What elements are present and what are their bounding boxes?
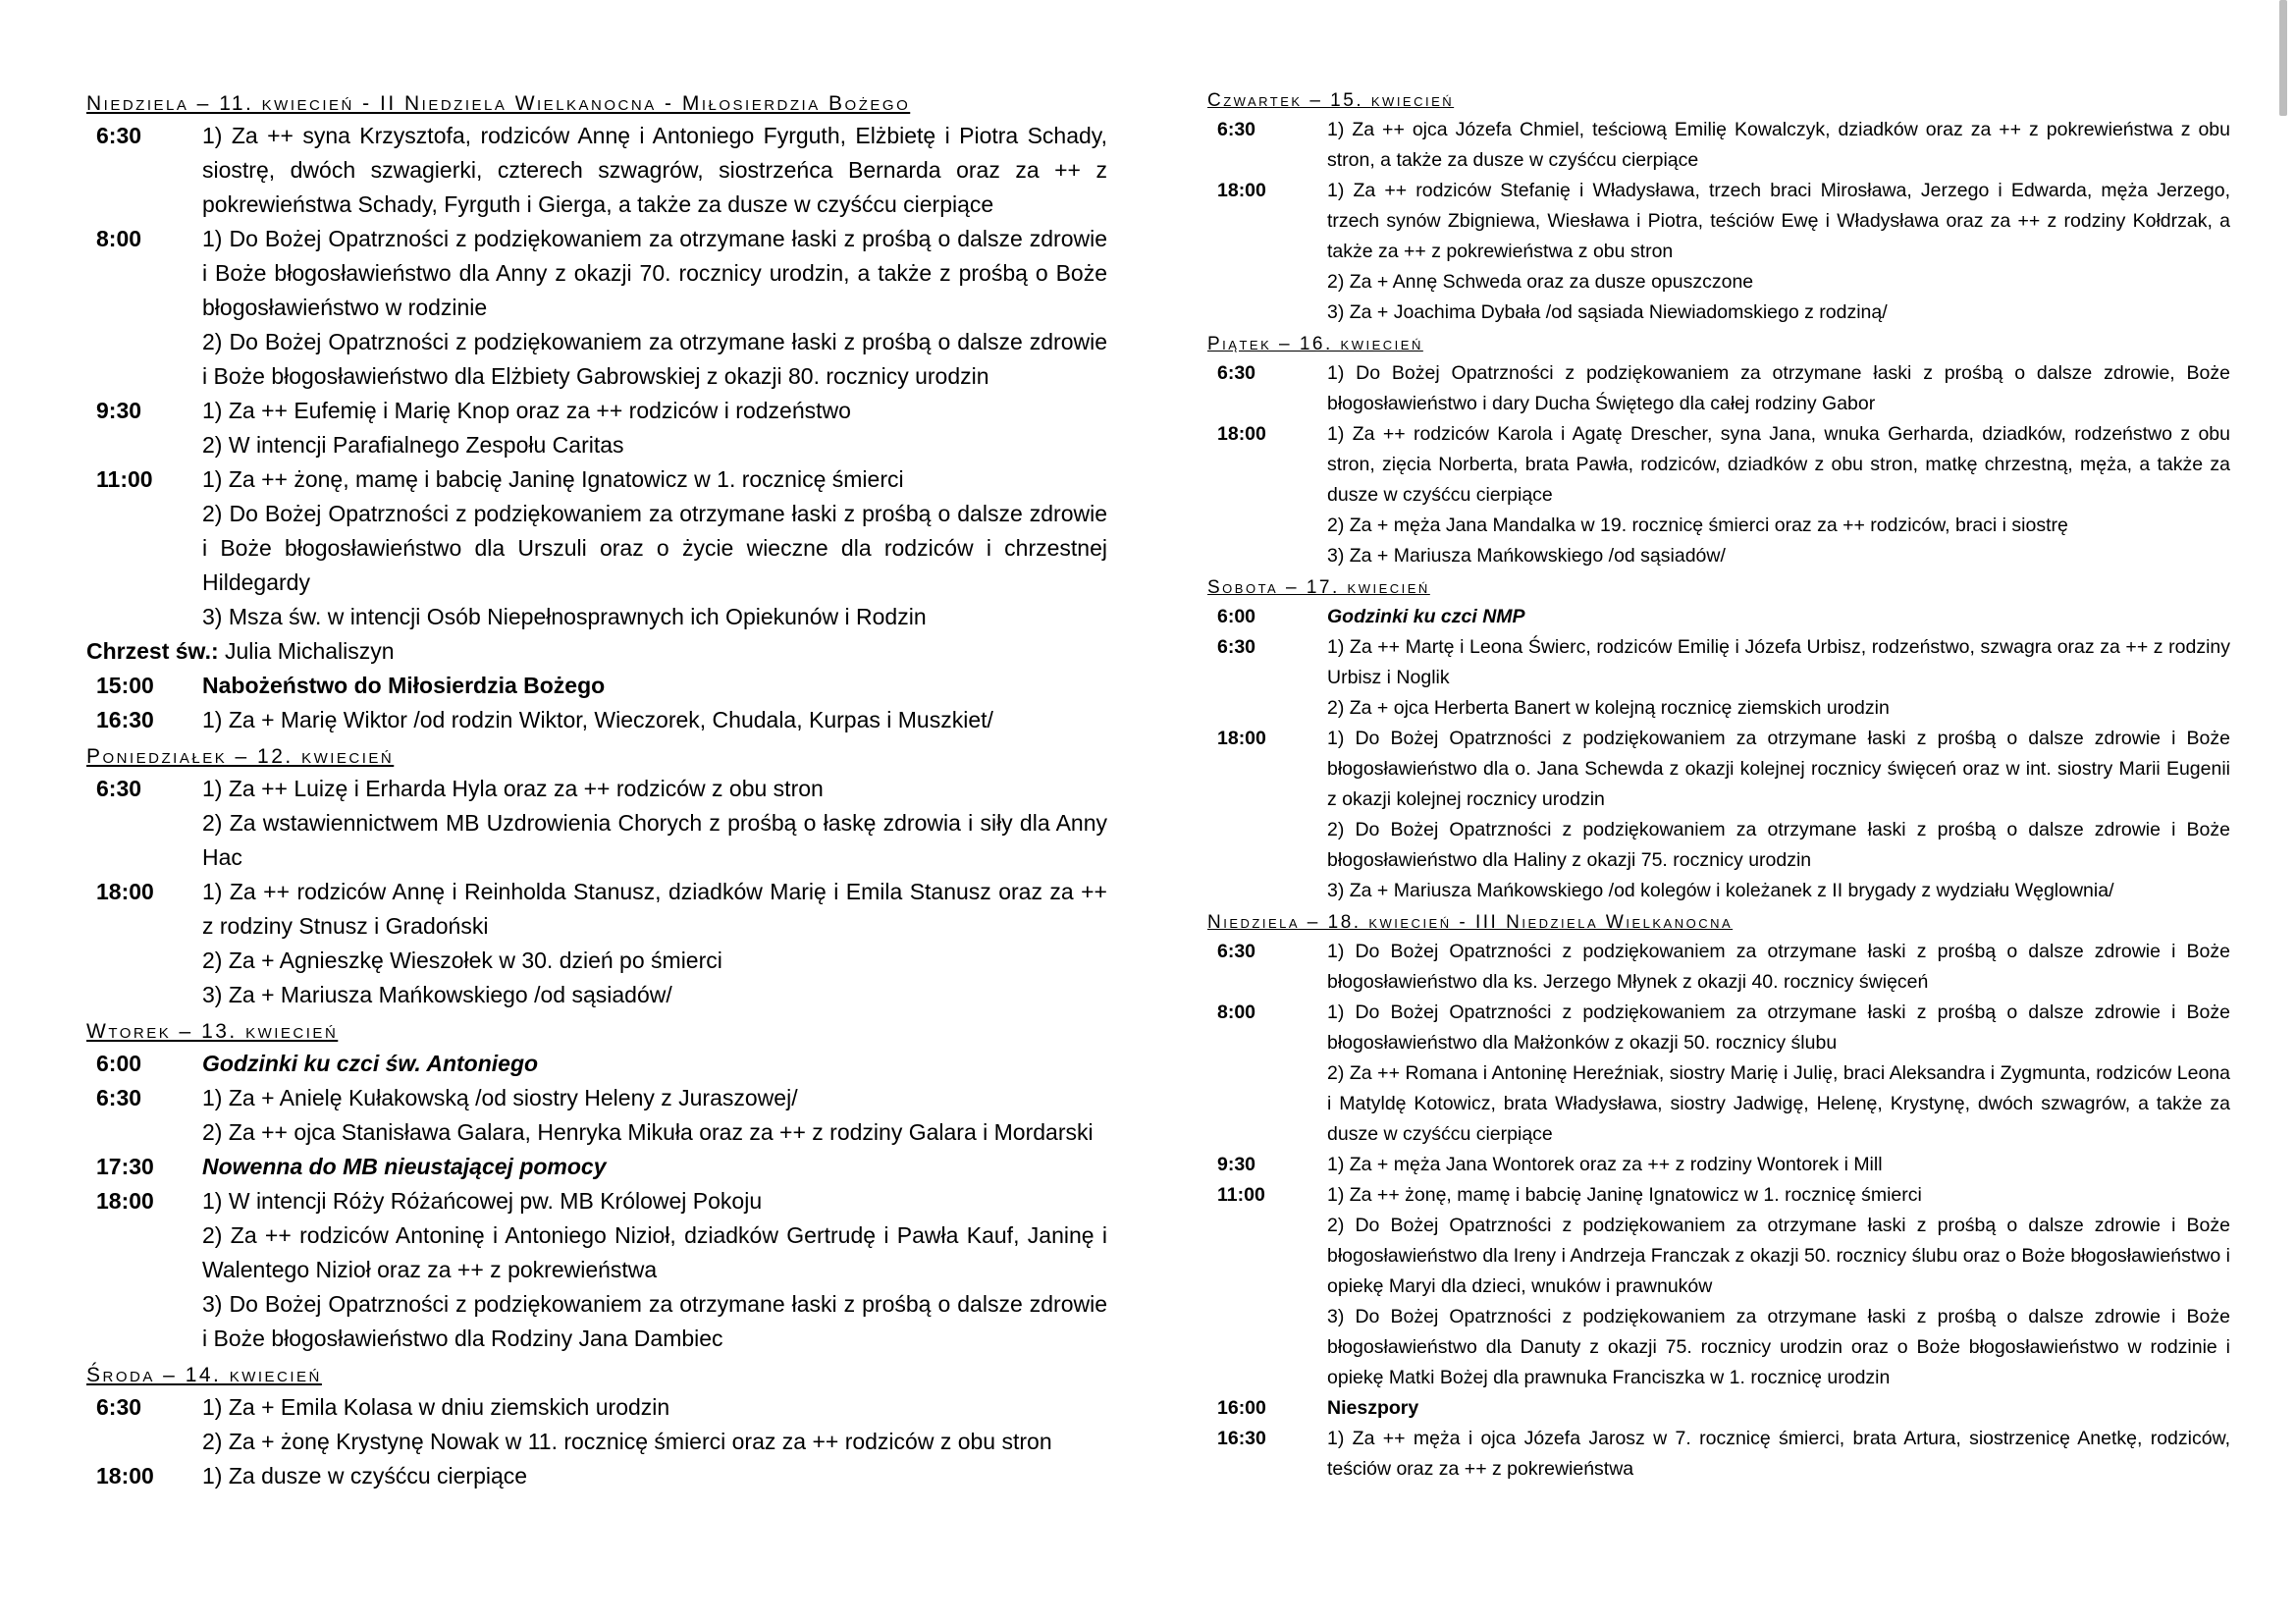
mass-row <box>86 1390 1107 1459</box>
intention-entry: 1) Za ++ ojca Józefa Chmiel, teściową Emilię Kowalczyk, dziadków oraz za ++ z pokrewieństwa z obu stron, a także za dusze w czyśćcu cierpiące <box>1327 119 2230 171</box>
intention-entry: 2) Za + Annę Schweda oraz za dusze opuszczone <box>1327 271 1754 293</box>
intention-entry: 2) Za + ojca Herberta Banert w kolejną rocznicę ziemskich urodzin <box>1327 697 1890 719</box>
mass-row <box>1207 1180 2230 1393</box>
intentions-list <box>202 669 1107 703</box>
intention-entry: 1) Do Bożej Opatrzności z podziękowaniem za otrzymane łaski z prośbą o dalsze zdrowie i Boże błogosławieństwo dla Anny z okazji 70. rocznicy urodzin, a także z prośbą o Boże błogosławieństwo w rodzinie <box>202 226 1107 320</box>
mass-time: 6:00 <box>1217 606 1256 627</box>
intention-entry: 1) Za + Emila Kolasa w dniu ziemskich urodzin <box>202 1394 670 1420</box>
intentions-list <box>1327 115 2230 176</box>
mass-row <box>1207 937 2230 998</box>
baptism-label: Chrzest św.: <box>86 638 219 664</box>
scrollbar-thumb[interactable] <box>2279 0 2287 116</box>
intention-entry: 1) Za ++ Martę i Leona Świerc, rodziców Emilię i Józefa Urbisz, rodzeństwo, szwagra oraz za ++ z rodziny Urbisz i Noglik <box>1327 636 2230 688</box>
intention-entry: 3) Do Bożej Opatrzności z podziękowaniem za otrzymane łaski z prośbą o dalsze zdrowie i Boże błogosławieństwo dla Rodziny Jana Dambiec <box>202 1291 1107 1351</box>
intentions-list <box>1327 419 2230 571</box>
mass-time: 9:30 <box>96 398 142 423</box>
intention-entry: 1) Za ++ rodziców Annę i Reinholda Stanusz, dziadków Marię i Emila Stanusz oraz za ++ z rodziny Stnusz i Gradoński <box>202 879 1107 939</box>
left-column <box>86 84 1107 1493</box>
intentions-list <box>202 119 1107 222</box>
mass-row <box>1207 1424 2230 1485</box>
mass-time: 11:00 <box>96 466 153 492</box>
intentions-list <box>1327 1393 2230 1424</box>
mass-row <box>86 462 1107 634</box>
intention-entry: 1) W intencji Róży Różańcowej pw. MB Królowej Pokoju <box>202 1188 763 1214</box>
intention-entry: 2) Do Bożej Opatrzności z podziękowaniem za otrzymane łaski z prośbą o dalsze zdrowie i Boże błogosławieństwo dla Ireny i Andrzeja Franczak z okazji 50. rocznicy ślubu oraz o Boże błogosławieństwo i opiekę Maryi dla dzieci, wnuków i prawnuków <box>1327 1215 2230 1297</box>
intentions-list <box>1327 358 2230 419</box>
mass-row <box>1207 602 2230 632</box>
intentions-list <box>202 462 1107 634</box>
intentions-list <box>1327 1424 2230 1485</box>
intentions-list <box>202 1150 1107 1184</box>
intention-entry: 1) Za ++ żonę, mamę i babcię Janinę Ignatowicz w 1. rocznicę śmierci <box>1327 1184 1922 1206</box>
intention-entry: 1) Za ++ rodziców Karola i Agatę Drescher, syna Jana, wnuka Gerharda, dziadków, rodzeństwo z obu stron, zięcia Norberta, brata Pawła, rodziców, dziadków z obu stron, matkę chrzestną, męża, a także za dusze w czyśćcu cierpiące <box>1327 423 2230 506</box>
intention-entry: 1) Za dusze w czyśćcu cierpiące <box>202 1463 528 1489</box>
intentions-list <box>202 1047 1107 1081</box>
intentions-list <box>1327 632 2230 724</box>
mass-time: 6:30 <box>96 776 142 801</box>
intention-entry: 2) Do Bożej Opatrzności z podziękowaniem za otrzymane łaski z prośbą o dalsze zdrowie i Boże błogosławieństwo dla Urszuli oraz o życie wieczne dla rodziców i chrzestnej Hildegardy <box>202 501 1107 595</box>
mass-row <box>1207 115 2230 176</box>
intention-entry: 3) Za + Joachima Dybała /od sąsiada Niewiadomskiego z rodziną/ <box>1327 301 1888 323</box>
mass-time: 18:00 <box>1217 423 1266 445</box>
day-heading: Niedziela – 11. kwiecień - II Niedziela Wielkanocna - Miłosierdzia Bożego <box>86 92 911 115</box>
intention-entry: 3) Do Bożej Opatrzności z podziękowaniem za otrzymane łaski z prośbą o dalsze zdrowie i Boże błogosławieństwo dla Danuty z okazji 75. rocznicy urodzin oraz o Boże błogosławieństwo w rodzinie i opiekę Matki Bożej dla prawnuka Franciszka w 1. rocznicę urodzin <box>1327 1306 2230 1388</box>
mass-row <box>86 703 1107 737</box>
mass-time: 6:00 <box>96 1051 142 1076</box>
intention-entry: 1) Za + Anielę Kułakowską /od siostry Heleny z Juraszowej/ <box>202 1085 798 1110</box>
mass-time: 18:00 <box>96 1188 154 1214</box>
intention-entry: Godzinki ku czci św. Antoniego <box>202 1051 539 1076</box>
intention-entry: 2) W intencji Parafialnego Zespołu Caritas <box>202 432 624 458</box>
mass-time: 6:30 <box>96 1085 142 1110</box>
mass-time: 16:30 <box>1217 1428 1266 1449</box>
intention-entry: 1) Za ++ rodziców Stefanię i Władysława, trzech braci Mirosława, Jerzego i Edwarda, męża Jerzego, trzech synów Zbigniewa, Wiesława i Piotra, teściów Ewę i Władysława oraz za ++ z rodziny Kołdrzak, a także za ++ z pokrewieństwa z obu stron <box>1327 180 2230 262</box>
intention-entry: 2) Za ++ rodziców Antoninę i Antoniego Nizioł, dziadków Gertrudę i Pawła Kauf, Janinę i Walentego Nizioł oraz za ++ z pokrewieństwa <box>202 1222 1107 1282</box>
intention-entry: 2) Za + męża Jana Mandalka w 19. rocznicę śmierci oraz za ++ rodziców, braci i siostrę <box>1327 514 2068 536</box>
intentions-list <box>202 1081 1107 1150</box>
intentions-list <box>202 1184 1107 1356</box>
mass-time: 6:30 <box>1217 941 1256 962</box>
mass-time: 9:30 <box>1217 1154 1256 1175</box>
mass-row <box>86 1047 1107 1081</box>
intentions-list <box>1327 724 2230 906</box>
mass-time: 8:00 <box>96 226 142 251</box>
intention-entry: 1) Za ++ Luizę i Erharda Hyla oraz za ++ rodziców z obu stron <box>202 776 824 801</box>
intention-entry: 1) Za ++ męża i ojca Józefa Jarosz w 7. rocznicę śmierci, brata Artura, siostrzenicę Anetkę, rodziców, teściów oraz za ++ z pokrewieństwa <box>1327 1428 2230 1480</box>
intention-entry: 2) Za wstawiennictwem MB Uzdrowienia Chorych z prośbą o łaskę zdrowia i siły dla Anny Hac <box>202 810 1107 870</box>
baptism-line <box>86 634 1107 669</box>
mass-row <box>86 119 1107 222</box>
mass-time: 17:30 <box>96 1154 154 1179</box>
mass-row <box>86 1081 1107 1150</box>
mass-time: 6:30 <box>96 123 142 148</box>
mass-time: 18:00 <box>96 1463 154 1489</box>
day-heading: Wtorek – 13. kwiecień <box>86 1020 339 1043</box>
intention-entry: 1) Do Bożej Opatrzności z podziękowaniem za otrzymane łaski z prośbą o dalsze zdrowie i Boże błogosławieństwo dla o. Jana Schewda z okazji kolejnej rocznicy święceń oraz w int. siostry Marii Eugenii z okazji kolejnej rocznicy urodzin <box>1327 728 2230 810</box>
day-heading: Sobota – 17. kwiecień <box>1207 577 1430 598</box>
intention-entry: Godzinki ku czci NMP <box>1327 606 1525 627</box>
mass-time: 18:00 <box>96 879 154 904</box>
intentions-list <box>202 772 1107 875</box>
intentions-list <box>202 875 1107 1012</box>
mass-row <box>86 1459 1107 1493</box>
mass-row <box>1207 1150 2230 1180</box>
intentions-list <box>1327 176 2230 328</box>
intention-entry: 1) Do Bożej Opatrzności z podziękowaniem za otrzymane łaski z prośbą o dalsze zdrowie, Boże błogosławieństwo i dary Ducha Świętego dla całej rodziny Gabor <box>1327 362 2230 414</box>
mass-time: 6:30 <box>1217 362 1256 384</box>
intention-entry: Nabożeństwo do Miłosierdzia Bożego <box>202 673 606 698</box>
intention-entry: 1) Za ++ syna Krzysztofa, rodziców Annę i Antoniego Fyrguth, Elżbietę i Piotra Schady, siostrę, dwóch szwagierki, czterech szwagrów, siostrzeńca Bernarda oraz za ++ z pokrewieństwa Schady, Fyrguth i Gierga, a także za dusze w czyśćcu cierpiące <box>202 123 1107 217</box>
intentions-list <box>1327 998 2230 1150</box>
mass-time: 6:30 <box>96 1394 142 1420</box>
mass-time: 11:00 <box>1217 1184 1265 1206</box>
intentions-list <box>202 1390 1107 1459</box>
intention-entry: 3) Za + Mariusza Mańkowskiego /od sąsiadów/ <box>202 982 672 1007</box>
mass-row <box>1207 419 2230 571</box>
mass-row <box>86 394 1107 462</box>
intention-entry: 1) Za ++ żonę, mamę i babcię Janinę Ignatowicz w 1. rocznicę śmierci <box>202 466 904 492</box>
right-column <box>1207 84 2230 1485</box>
intentions-list <box>202 703 1107 737</box>
mass-time: 8:00 <box>1217 1001 1256 1023</box>
intention-entry: 1) Za ++ Eufemię i Marię Knop oraz za ++ rodziców i rodzeństwo <box>202 398 851 423</box>
intention-entry: 3) Za + Mariusza Mańkowskiego /od kolegów i koleżanek z II brygady z wydziału Węglownia/ <box>1327 880 2114 901</box>
intention-entry: 1) Do Bożej Opatrzności z podziękowaniem za otrzymane łaski z prośbą o dalsze zdrowie i Boże błogosławieństwo dla Małżonków z okazji 50. rocznicy ślubu <box>1327 1001 2230 1054</box>
intentions-list <box>202 394 1107 462</box>
day-heading: Środa – 14. kwiecień <box>86 1364 322 1386</box>
intention-entry: 3) Za + Mariusza Mańkowskiego /od sąsiadów/ <box>1327 545 1726 567</box>
intention-entry: 1) Do Bożej Opatrzności z podziękowaniem za otrzymane łaski z prośbą o dalsze zdrowie i Boże błogosławieństwo dla ks. Jerzego Młynek z okazji 40. rocznicy święceń <box>1327 941 2230 993</box>
intention-entry: 1) Za + Marię Wiktor /od rodzin Wiktor, Wieczorek, Chudala, Kurpas i Muszkiet/ <box>202 707 993 732</box>
intentions-list <box>1327 602 2230 632</box>
intention-entry: 1) Za + męża Jana Wontorek oraz za ++ z rodziny Wontorek i Mill <box>1327 1154 1883 1175</box>
mass-time: 15:00 <box>96 673 154 698</box>
mass-row <box>1207 358 2230 419</box>
mass-row <box>1207 632 2230 724</box>
mass-row <box>86 772 1107 875</box>
mass-time: 16:30 <box>96 707 154 732</box>
intention-entry: 2) Do Bożej Opatrzności z podziękowaniem za otrzymane łaski z prośbą o dalsze zdrowie i Boże błogosławieństwo dla Elżbiety Gabrowskiej z okazji 80. rocznicy urodzin <box>202 329 1107 389</box>
mass-time: 18:00 <box>1217 180 1266 201</box>
intentions-list <box>1327 1150 2230 1180</box>
day-heading: Piątek – 16. kwiecień <box>1207 334 1423 354</box>
intention-entry: 2) Za ++ Romana i Antoninę Hereźniak, siostry Marię i Julię, braci Aleksandra i Zygmunta, rodziców Leona i Matyldę Kotowicz, brata Władysława, siostry Jadwigę, Helenę, Krystynę, dwóch szwagrów, a także za dusze w czyśćcu cierpiące <box>1327 1062 2230 1145</box>
intention-entry: 2) Za + Agnieszkę Wieszołek w 30. dzień po śmierci <box>202 947 722 973</box>
intentions-list <box>202 222 1107 394</box>
mass-row <box>1207 998 2230 1150</box>
mass-row <box>1207 176 2230 328</box>
intention-entry: Nieszpory <box>1327 1397 1419 1419</box>
mass-row <box>1207 1393 2230 1424</box>
mass-time: 6:30 <box>1217 636 1256 658</box>
intentions-list <box>1327 1180 2230 1393</box>
intention-entry: Nowenna do MB nieustającej pomocy <box>202 1154 607 1179</box>
intention-entry: 3) Msza św. w intencji Osób Niepełnosprawnych ich Opiekunów i Rodzin <box>202 604 927 629</box>
intention-entry: 2) Za ++ ojca Stanisława Galara, Henryka Mikuła oraz za ++ z rodziny Galara i Mordarski <box>202 1119 1094 1145</box>
day-heading: Czwartek – 15. kwiecień <box>1207 90 1455 111</box>
intention-entry: 2) Do Bożej Opatrzności z podziękowaniem za otrzymane łaski z prośbą o dalsze zdrowie i Boże błogosławieństwo dla Haliny z okazji 75. rocznicy urodzin <box>1327 819 2230 871</box>
mass-time: 16:00 <box>1217 1397 1266 1419</box>
mass-time: 18:00 <box>1217 728 1266 749</box>
mass-row <box>86 1184 1107 1356</box>
day-heading: Poniedziałek – 12. kwiecień <box>86 745 395 768</box>
baptism-name: Julia Michaliszyn <box>218 638 395 664</box>
mass-row <box>86 875 1107 1012</box>
mass-row <box>86 222 1107 394</box>
mass-row <box>86 669 1107 703</box>
mass-time: 6:30 <box>1217 119 1256 140</box>
mass-row <box>86 1150 1107 1184</box>
mass-row <box>1207 724 2230 906</box>
intention-entry: 2) Za + żonę Krystynę Nowak w 11. rocznicę śmierci oraz za ++ rodziców z obu stron <box>202 1429 1052 1454</box>
intentions-list <box>202 1459 1107 1493</box>
day-heading: Niedziela – 18. kwiecień - III Niedziela Wielkanocna <box>1207 912 1734 933</box>
intentions-list <box>1327 937 2230 998</box>
